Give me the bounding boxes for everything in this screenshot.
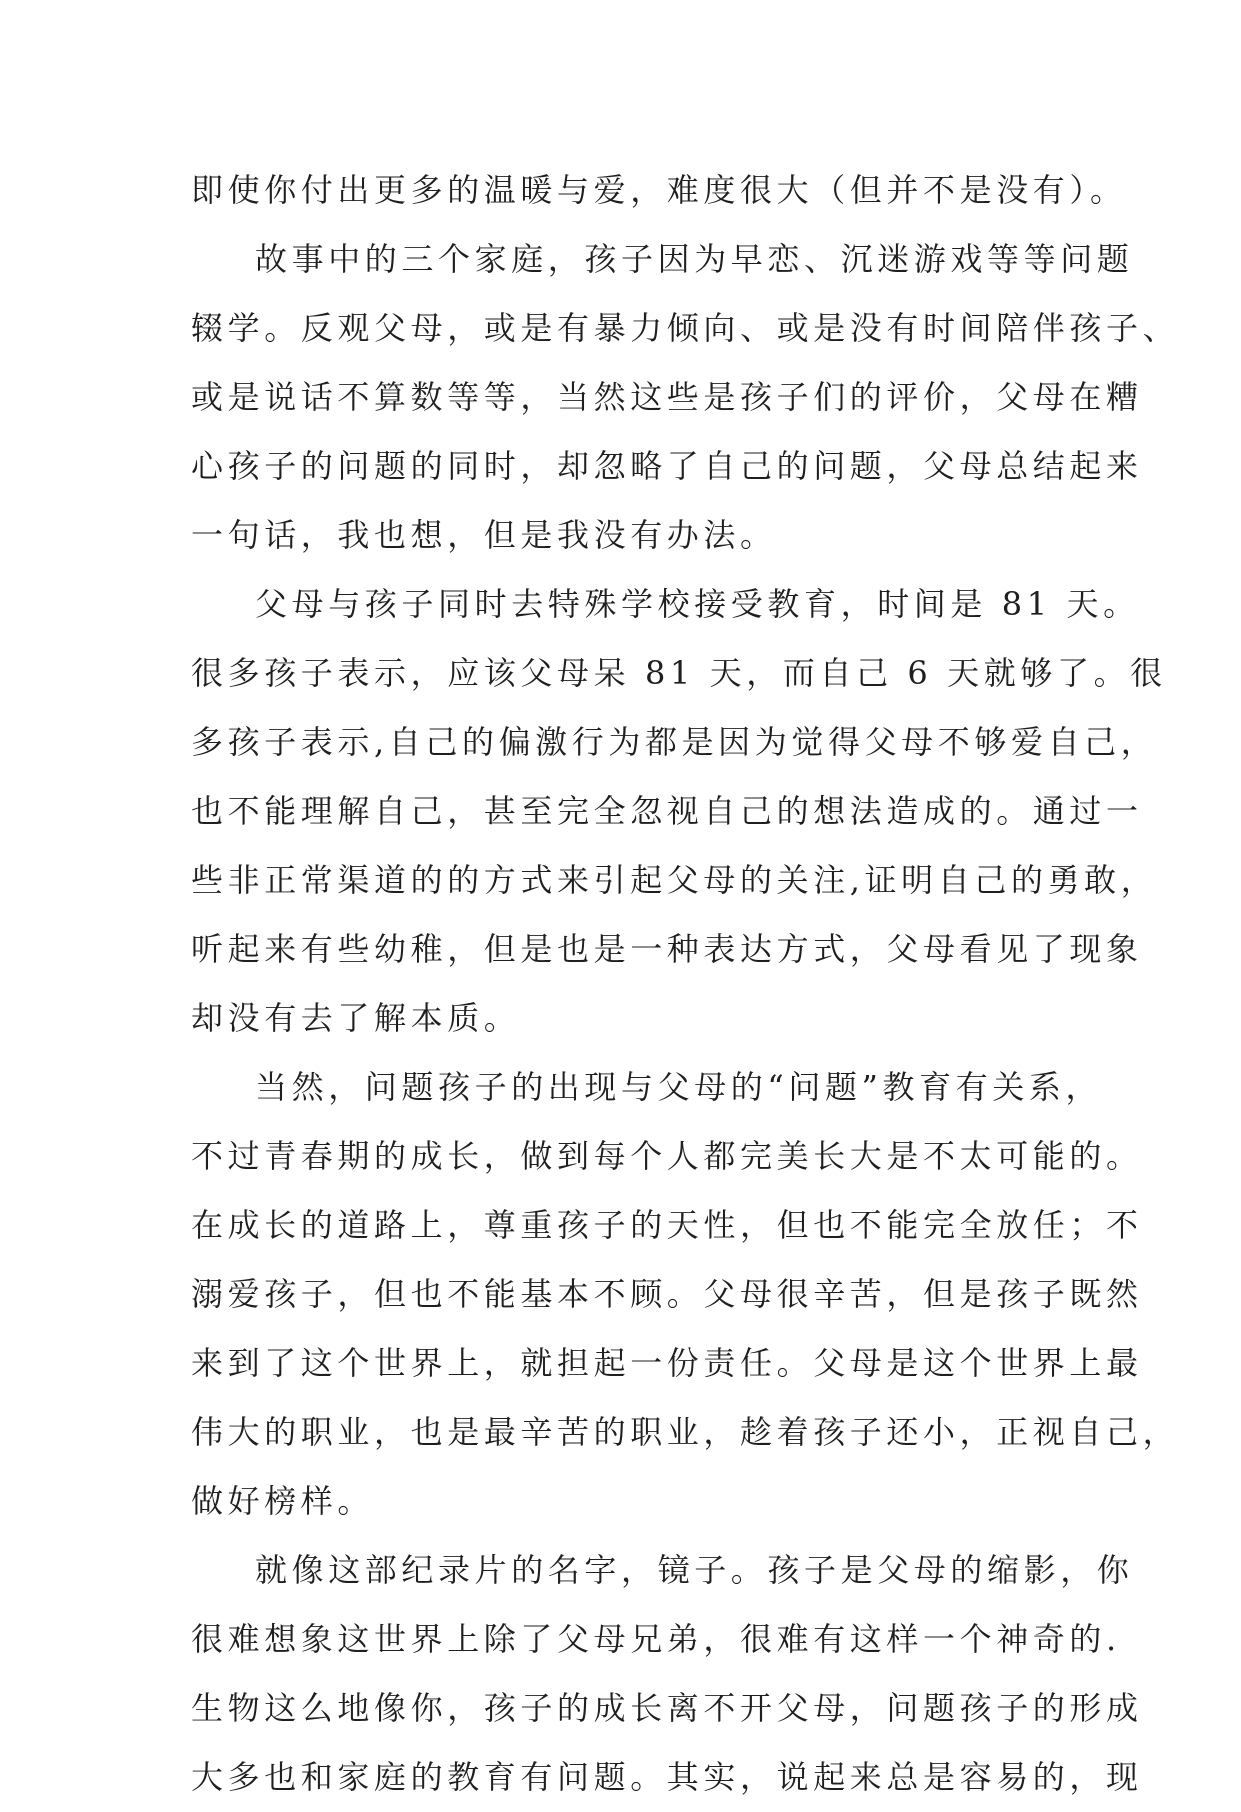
text-line: 辍学。反观父母，或是有暴力倾向、或是没有时间陪伴孩子、 bbox=[191, 309, 1180, 347]
text-line: 即使你付出更多的温暖与爱，难度很大（但并不是没有）。 bbox=[191, 171, 1127, 209]
text-line: 大多也和家庭的教育有问题。其实，说起来总是容易的，现 bbox=[191, 1758, 1143, 1796]
text-line: 心孩子的问题的同时，却忽略了自己的问题，父母总结起来 bbox=[191, 447, 1143, 485]
text-line: 很多孩子表示，应该父母呆 81 天，而自己 6 天就够了。很 bbox=[191, 654, 1167, 692]
paragraph-start-line: 父母与孩子同时去特殊学校接受教育，时间是 81 天。 bbox=[255, 585, 1140, 623]
text-line: 很难想象这世界上除了父母兄弟，很难有这样一个神奇的. bbox=[191, 1620, 1121, 1658]
body-text bbox=[191, 156, 1180, 1812]
paragraph-start-line: 故事中的三个家庭，孩子因为早恋、沉迷游戏等等问题 bbox=[255, 240, 1134, 278]
paragraph-start-line: 就像这部纪录片的名字，镜子。孩子是父母的缩影，你 bbox=[255, 1551, 1134, 1589]
text-line: 些非正常渠道的的方式来引起父母的关注,证明自己的勇敢， bbox=[191, 861, 1158, 899]
text-line: 在成长的道路上，尊重孩子的天性，但也不能完全放任；不 bbox=[191, 1206, 1143, 1244]
text-line: 不过青春期的成长，做到每个人都完美长大是不太可能的。 bbox=[191, 1137, 1143, 1175]
text-line: 也不能理解自己，甚至完全忽视自己的想法造成的。通过一 bbox=[191, 792, 1143, 830]
paragraph-start-line: 当然，问题孩子的出现与父母的“问题”教育有关系， bbox=[255, 1068, 1103, 1106]
text-line: 多孩子表示,自己的偏激行为都是因为觉得父母不够爱自己， bbox=[191, 723, 1158, 761]
text-line: 一句话，我也想，但是我没有办法。 bbox=[191, 516, 777, 554]
text-line: 却没有去了解本质。 bbox=[191, 999, 521, 1037]
text-line: 来到了这个世界上，就担起一份责任。父母是这个世界上最 bbox=[191, 1344, 1143, 1382]
text-line: 溺爱孩子，但也不能基本不顾。父母很辛苦，但是孩子既然 bbox=[191, 1275, 1143, 1313]
text-line: 生物这么地像你，孩子的成长离不开父母，问题孩子的形成 bbox=[191, 1689, 1143, 1727]
text-line: 伟大的职业，也是最辛苦的职业，趁着孩子还小，正视自己， bbox=[191, 1413, 1180, 1451]
text-line: 或是说话不算数等等，当然这些是孩子们的评价，父母在糟 bbox=[191, 378, 1143, 416]
text-line: 听起来有些幼稚，但是也是一种表达方式，父母看见了现象 bbox=[191, 930, 1143, 968]
text-line: 做好榜样。 bbox=[191, 1482, 375, 1520]
